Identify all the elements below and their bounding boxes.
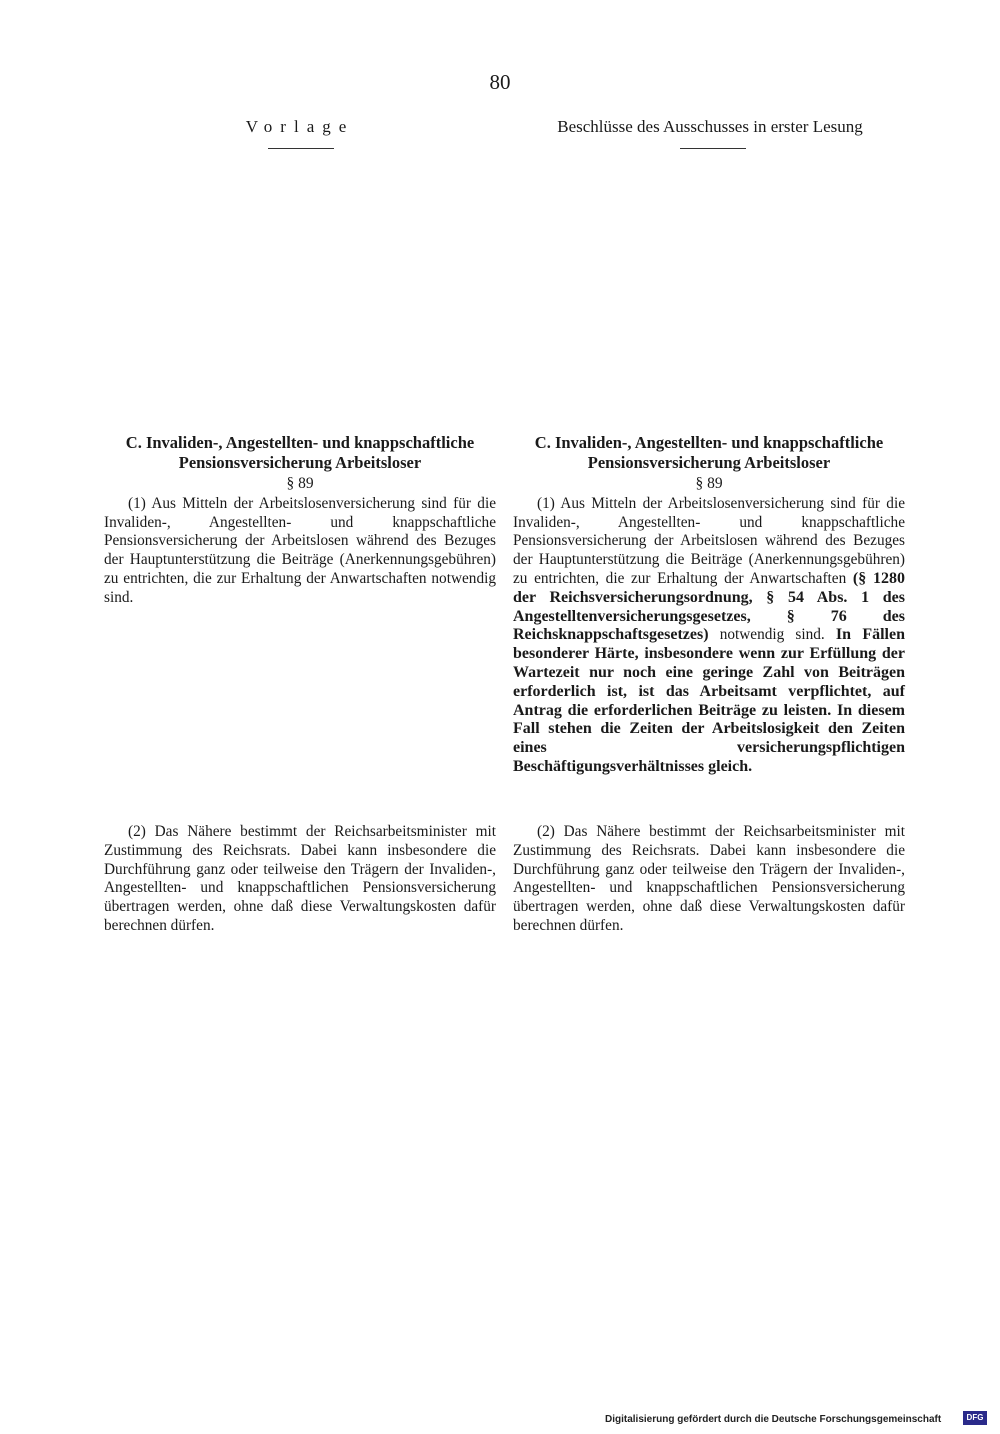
right-paragraph-1-bold-reference: (§ 1280 der Reichsversicherungsordnung, § 54 Abs. 1 des Angestelltenversicherungsgesetzes, § 76 des Reichsknappschaftsgesetzes) <box>513 569 906 644</box>
footer-credit: Digitalisierung gefördert durch die Deutsche Forschungsgemeinschaft <box>605 1414 942 1425</box>
right-title-rule <box>680 148 746 149</box>
left-section-number: § 89 <box>286 475 314 492</box>
right-paragraph-1-text-a: (1) Aus Mitteln der Arbeitslosenversicherung sind für die Invaliden-, Angestellten- und knappschaftliche Pensionsversicherung der Arbeitslosen während des Bezuges der Hauptunterstützung die Beiträge (Anerkennungsgebühren) zu entrichten, die zur Erhaltung der Anwartschaften <box>513 494 905 587</box>
left-section-block <box>104 433 496 608</box>
right-section-number: § 89 <box>695 475 723 492</box>
right-section-heading-line2: Pensionsversicherung Arbeitsloser <box>587 453 831 472</box>
left-column-title: Vorlage <box>245 117 355 136</box>
dfg-logo: DFG <box>963 1411 987 1425</box>
left-section-heading-line2: Pensionsversicherung Arbeitsloser <box>178 453 422 472</box>
left-section-heading-line1: C. Invaliden-, Angestellten- und knappschaftliche <box>125 433 475 452</box>
right-column-title: Beschlüsse des Ausschusses in erster Lesung <box>557 117 863 136</box>
left-paragraph-1: (1) Aus Mitteln der Arbeitslosenversicherung sind für die Invaliden-, Angestellten- und knappschaftliche Pensionsversicherung der Arbeitslosen während des Bezuges der Hauptunterstützung die Beiträge (Anerkennungsgebühren) zu entrichten, die zur Erhaltung der Anwartschaften notwendig sind. <box>104 494 496 606</box>
left-title-rule <box>268 148 334 149</box>
right-paragraph-2-block <box>513 823 905 936</box>
left-paragraph-2-block <box>104 823 496 936</box>
right-paragraph-1-text-b: notwendig sind. <box>708 626 836 644</box>
right-paragraph-1-bold-amendment: In Fällen besonderer Härte, insbesondere wenn zur Erfüllung der Wartezeit nur noch eine geringe Zahl von Beiträgen erforderlich ist, ist das Arbeitsamt verpflichtet, auf Antrag die erforderlichen Beiträge zu leisten. In diesem Fall stehen die Zeiten der Arbeitslosigkeit den Zeiten eines versicherungspflichtigen Beschäftigungsverhältnisses gleich. <box>513 626 905 775</box>
right-paragraph-1 <box>513 495 905 777</box>
page-number: 80 <box>489 70 511 94</box>
left-paragraph-2: (2) Das Nähere bestimmt der Reichsarbeitsminister mit Zustimmung des Reichsrats. Dabei kann insbesondere die Durchführung ganz oder teilweise den Trägern der Invaliden-, Angestellten- und knappschaftlichen Pensionsversicherung übertragen werden, ohne daß diese Verwaltungskosten dafür berechnen dürfen. <box>104 823 496 934</box>
right-section-block <box>513 433 905 777</box>
right-paragraph-2: (2) Das Nähere bestimmt der Reichsarbeitsminister mit Zustimmung des Reichsrats. Dabei kann insbesondere die Durchführung ganz oder teilweise den Trägern der Invaliden-, Angestellten- und knappschaftlichen Pensionsversicherung übertragen werden, ohne daß diese Verwaltungskosten dafür berechnen dürfen. <box>513 823 905 934</box>
right-section-heading-line1: C. Invaliden-, Angestellten- und knappschaftliche <box>534 433 884 452</box>
